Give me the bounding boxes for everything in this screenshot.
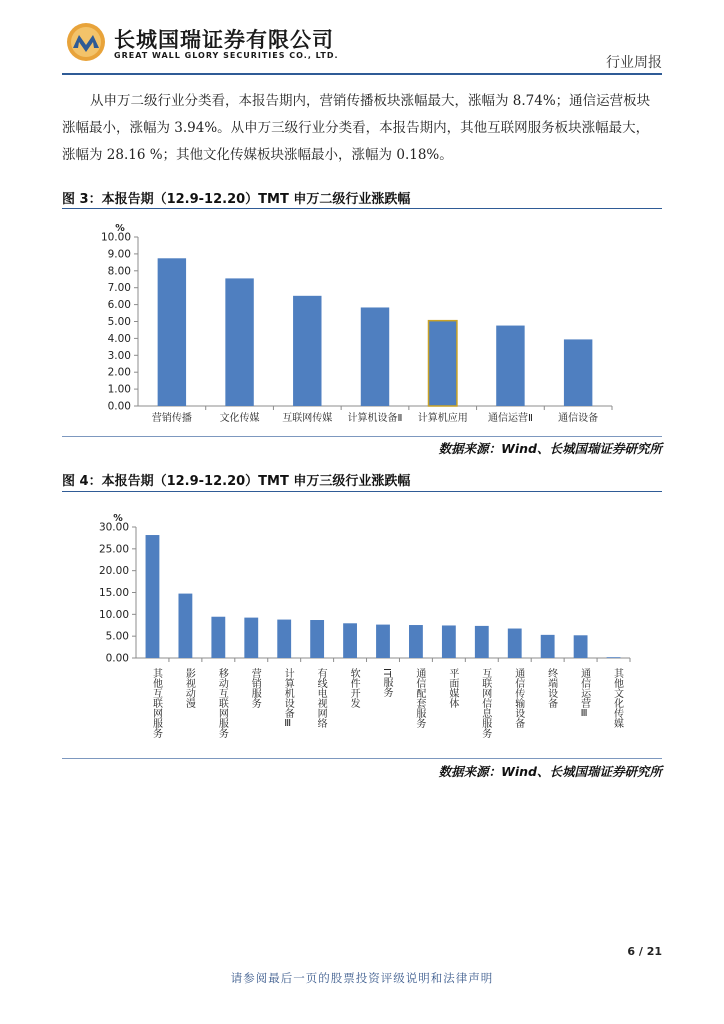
chart3-y-unit: % xyxy=(115,223,125,234)
chart4-bar xyxy=(211,617,225,658)
chart4-y-unit: % xyxy=(113,513,123,524)
chart4-bar xyxy=(409,625,423,658)
chart4-bar xyxy=(607,657,621,658)
chart3-category-label: 计算机设备Ⅱ xyxy=(347,413,403,424)
chart3-y-tick-label: 1.00 xyxy=(107,383,131,396)
chart4-category-label: 移动互联网服务 xyxy=(216,668,228,738)
chart4-bar xyxy=(146,535,160,658)
chart4-category-label: IT服务 xyxy=(381,668,392,698)
chart3-y-tick-label: 5.00 xyxy=(107,316,131,328)
chart4-bar xyxy=(244,618,258,658)
chart3-y-tick-label: 2.00 xyxy=(107,366,131,379)
chart4-category-label: 终端设备 xyxy=(545,668,557,708)
chart3-category-label: 互联网传媒 xyxy=(282,413,333,424)
chart3-category-label: 文化传媒 xyxy=(219,413,260,424)
chart4-category-label: 平面媒体 xyxy=(446,668,458,708)
chart4-category-label: 通信运营Ⅲ xyxy=(578,668,590,719)
chart4-y-tick-label: 10.00 xyxy=(98,608,129,621)
chart4-y-tick-label: 5.00 xyxy=(105,630,129,643)
chart4-category-label: 其他文化传媒 xyxy=(611,668,623,728)
report-type: 行业周报 xyxy=(606,55,662,71)
chart3-y-tick-label: 0.00 xyxy=(107,400,131,413)
chart4-bar xyxy=(178,594,192,658)
chart4-y-tick-label: 30.00 xyxy=(98,521,129,534)
chart4-bar xyxy=(376,625,390,658)
chart4-bar xyxy=(574,635,588,658)
chart4-y-tick-label: 20.00 xyxy=(98,565,129,578)
brand-name-cn: 长城国瑞证券有限公司 xyxy=(114,28,334,52)
chart3-category-label: 通信设备 xyxy=(558,413,599,424)
figure3-title: 图 3：本报告期（12.9-12.20）TMT 申万二级行业涨跌幅 xyxy=(62,192,411,207)
chart4-y-tick-label: 15.00 xyxy=(98,587,129,599)
disclaimer-note: 请参阅最后一页的股票投资评级说明和法律声明 xyxy=(230,971,494,985)
chart4-category-label: 软件开发 xyxy=(348,668,360,708)
figure4-title: 图 4：本报告期（12.9-12.20）TMT 申万三级行业涨跌幅 xyxy=(62,474,411,489)
chart4-bar xyxy=(277,620,291,658)
chart3-y-tick-label: 4.00 xyxy=(107,332,131,345)
chart4-bar xyxy=(343,623,357,658)
brand-name-en: GREAT WALL GLORY SECURITIES CO., LTD. xyxy=(114,51,339,60)
chart4-category-label: 有线电视网络 xyxy=(315,668,327,728)
chart4-bar xyxy=(508,629,522,658)
chart4-category-label: 计算机设备Ⅲ xyxy=(282,668,294,729)
chart3-category-label: 通信运营Ⅱ xyxy=(487,413,533,424)
chart4-category-label: 通信传输设备 xyxy=(512,668,524,728)
figure4-bottom-rule xyxy=(62,758,662,759)
chart4-category-label: 互联网信息服务 xyxy=(479,668,491,738)
chart4-category-label: 影视动漫 xyxy=(183,668,195,708)
chart4-bar xyxy=(541,635,555,658)
body-paragraph: 从申万二级行业分类看，本报告期内，营销传播板块涨幅最大，涨幅为 8.74%；通信运营板块涨幅最小，涨幅为 3.94%。从申万三级行业分类看，本报告期内，其他互联网服务板块涨幅最大，涨幅为 28.16 %；其他文化传媒板块涨幅最小，涨幅为 0.18%。 xyxy=(62,93,651,163)
chart3-category-label: 营销传播 xyxy=(151,413,192,424)
chart4-category-label: 通信配套服务 xyxy=(413,668,425,728)
chart3-y-tick-label: 8.00 xyxy=(107,265,131,278)
chart4-category-label: 其他互联网服务 xyxy=(150,668,162,738)
chart3-y-tick-label: 7.00 xyxy=(107,282,131,295)
chart4-y-tick-label: 0.00 xyxy=(105,652,129,665)
chart4-bar xyxy=(475,626,489,658)
chart3-y-tick-label: 10.00 xyxy=(100,231,131,244)
chart4-y-tick-label: 25.00 xyxy=(98,543,129,556)
figure3-source: 数据来源：Wind、长城国瑞证券研究所 xyxy=(438,441,662,456)
chart3-y-tick-label: 3.00 xyxy=(107,349,131,362)
chart4-bar xyxy=(310,620,324,658)
figure4-source: 数据来源：Wind、长城国瑞证券研究所 xyxy=(438,764,662,779)
chart3-y-tick-label: 6.00 xyxy=(107,299,131,312)
chart3-y-tick-label: 9.00 xyxy=(107,248,131,261)
chart3-category-label: 计算机应用 xyxy=(417,413,468,424)
chart4-bar xyxy=(442,625,456,658)
chart4-category-label: 营销服务 xyxy=(249,668,261,708)
page-number: 6 / 21 xyxy=(627,945,662,958)
